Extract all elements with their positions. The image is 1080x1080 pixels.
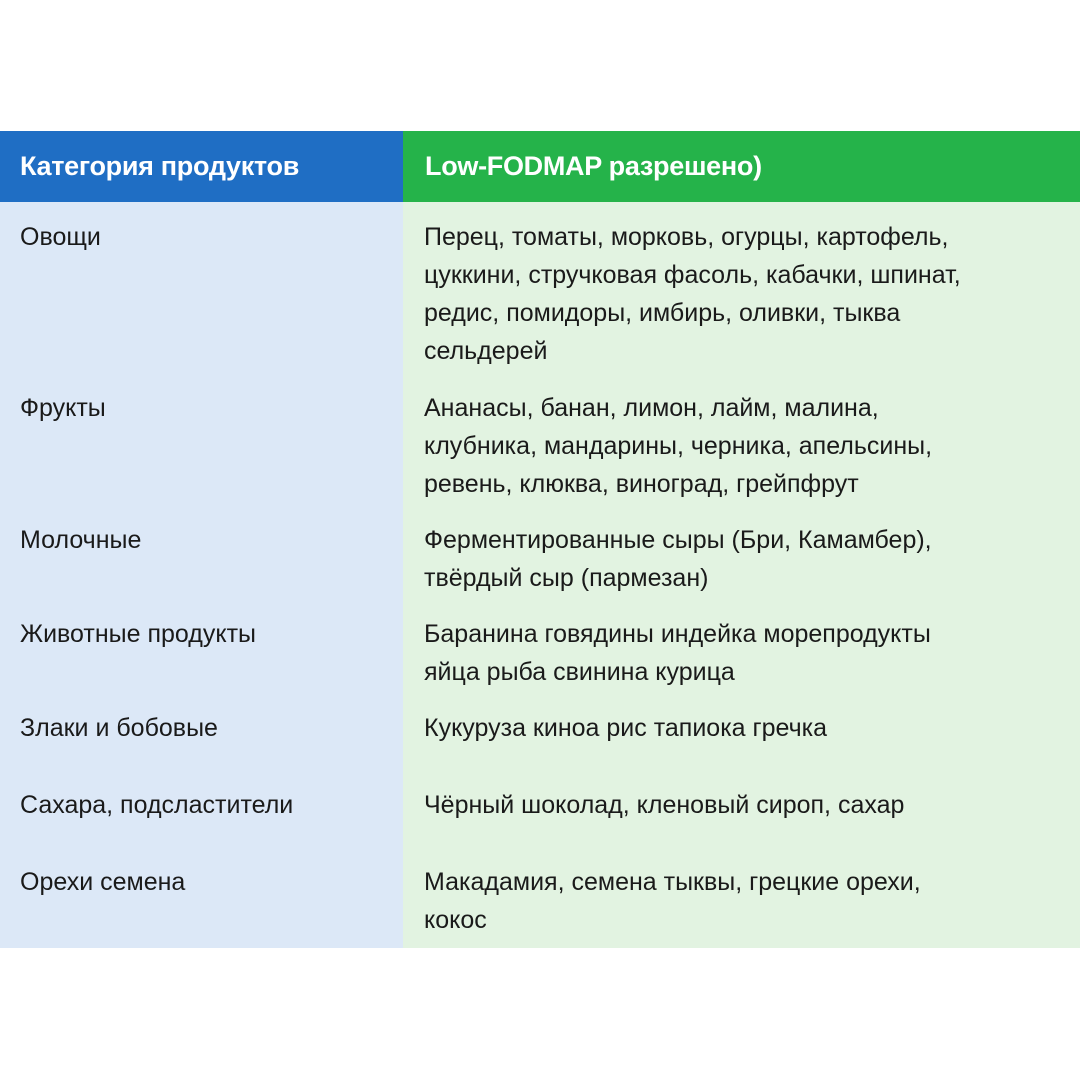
header-category: Категория продуктов	[0, 131, 403, 202]
allowed-line: редис, помидоры, имбирь, оливки, тыква	[424, 299, 901, 327]
header-allowed: Low-FODMAP разрешено)	[403, 131, 1080, 202]
allowed-column	[403, 202, 1080, 948]
category-cell: Орехи семена	[20, 868, 186, 896]
allowed-line: Ферментированные сыры (Бри, Камамбер),	[424, 526, 932, 554]
allowed-line: яйца рыба свинина курица	[424, 658, 735, 686]
fodmap-table	[0, 131, 1080, 948]
allowed-line: Чёрный шоколад, кленовый сироп, сахар	[424, 791, 905, 819]
allowed-line: твёрдый сыр (пармезан)	[424, 564, 709, 592]
category-cell: Овощи	[20, 223, 101, 251]
category-cell: Животные продукты	[20, 620, 256, 648]
category-cell: Злаки и бобовые	[20, 714, 218, 742]
category-cell: Фрукты	[20, 394, 106, 422]
allowed-line: ревень, клюква, виноград, грейпфрут	[424, 470, 859, 498]
category-cell: Сахара, подсластители	[20, 791, 294, 819]
allowed-line: Баранина говядины индейка морепродукты	[424, 620, 931, 648]
allowed-line: Макадамия, семена тыквы, грецкие орехи,	[424, 868, 921, 896]
allowed-line: сельдерей	[424, 337, 548, 365]
allowed-line: цуккини, стручковая фасоль, кабачки, шпинат,	[424, 261, 961, 289]
category-column	[0, 202, 403, 948]
allowed-line: клубника, мандарины, черника, апельсины,	[424, 432, 933, 460]
allowed-line: Ананасы, банан, лимон, лайм, малина,	[424, 394, 879, 422]
category-cell: Молочные	[20, 526, 142, 554]
allowed-line: кокос	[424, 906, 487, 934]
allowed-line: Кукуруза киноа рис тапиока гречка	[424, 714, 828, 742]
allowed-line: Перец, томаты, морковь, огурцы, картофель,	[424, 223, 949, 251]
